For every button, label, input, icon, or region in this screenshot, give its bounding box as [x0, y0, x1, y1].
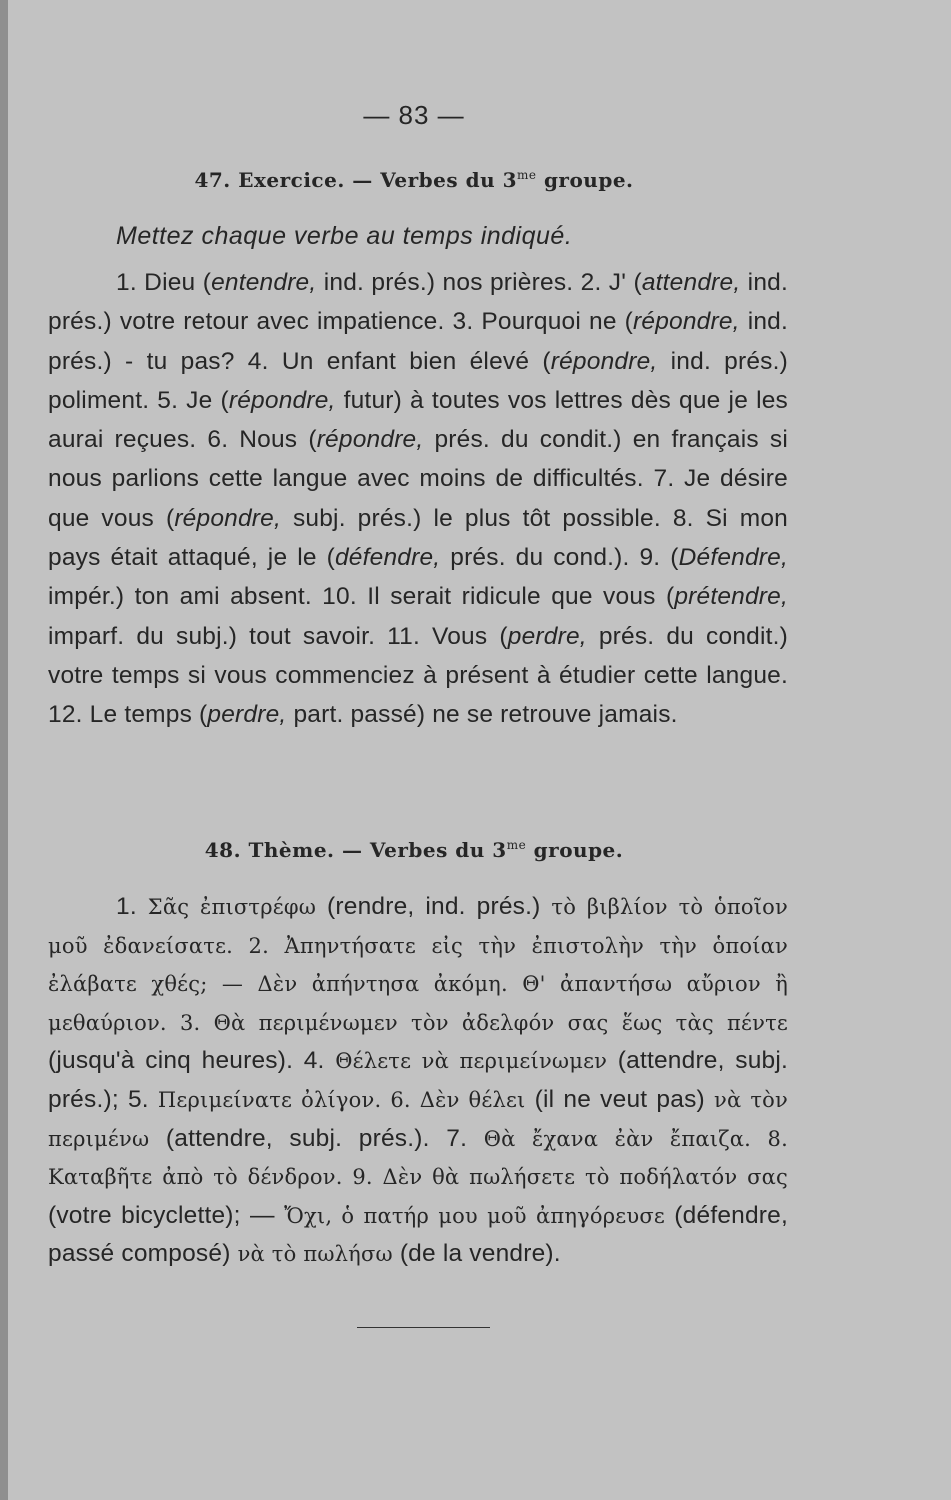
- ex47-part: ind. prés.) votre retour avec impatience. 3. Pourquoi ne (: [48, 269, 788, 336]
- ex47-part: prés. du cond.). 9. (: [440, 544, 679, 572]
- th48-part: (rendre, ind. prés.): [316, 893, 552, 920]
- ex47-part: imparf. du subj.) tout savoir. 11. Vous (: [48, 622, 508, 650]
- th48-greek: νὰ τὸ πωλήσω: [237, 1242, 393, 1267]
- ex47-part: impér.) ton ami absent. 10. Il serait ridicule que vous (: [48, 583, 675, 611]
- exercise-47-title-sup: me: [517, 168, 537, 182]
- exercise-47-text: [48, 263, 788, 735]
- th48-greek: Σᾶς ἐπιστρέφω: [147, 895, 317, 919]
- ex47-part: prés. du condit.) en français si nous parlions cette langue avec moins de difficultés. 7. Je désire que vous (: [48, 426, 789, 532]
- ex47-verb: perdre,: [507, 622, 587, 650]
- ex47-verb: entendre,: [211, 269, 317, 296]
- ex47-part: ind. prés.) - tu pas? 4. Un enfant bien élevé (: [48, 308, 788, 375]
- ex47-verb: Défendre,: [678, 544, 788, 572]
- exercise-47-title: 47. Exercice. — Verbes du 3: [194, 168, 517, 192]
- page-left-edge: [0, 0, 8, 1500]
- exercise-47-instruction: Mettez chaque verbe au temps indiqué.: [116, 222, 573, 250]
- ex47-verb: défendre,: [334, 544, 441, 572]
- ex47-part: ind. prés.) nos prières. 2. J' (: [316, 269, 642, 296]
- theme-48-heading: [0, 838, 828, 862]
- th48-greek: Θὰ ἔχανα ἐὰν ἔπαιζα. 8. Καταβῆτε ἀπὸ τὸ δένδρον. 9. Δὲν θὰ πωλήσετε τὸ ποδήλατόν σας: [48, 1126, 788, 1190]
- th48-greek: Θέλετε νὰ περιμείνωμεν: [335, 1049, 608, 1074]
- ex47-verb: répondre,: [174, 504, 281, 532]
- ex47-verb: répondre,: [550, 347, 658, 375]
- th48-greek: Ὄχι, ὁ πατήρ μου μοῦ ἀπηγόρευσε: [284, 1203, 665, 1228]
- exercise-47-title-end: groupe.: [536, 168, 634, 192]
- closing-rule: [357, 1327, 490, 1328]
- ex47-part: prés. du condit.) votre temps si vous commenciez à présent à étudier cette langue. 12. Le temps (: [48, 622, 788, 729]
- th48-part: (défendre, passé composé): [48, 1201, 788, 1268]
- th48-part: (jusqu'à cinq heures). 4.: [48, 1047, 336, 1075]
- ex47-part: subj. prés.) le plus tôt possible. 8. Si mon pays était attaqué, je le (: [48, 504, 789, 572]
- theme-48-text: [48, 888, 788, 1274]
- page-number: — 83 —: [363, 100, 465, 130]
- th48-greek: νὰ τὸν περιμένω: [48, 1087, 788, 1151]
- th48-part: (votre bicyclette); —: [48, 1201, 285, 1229]
- th48-part: (attendre, subj. prés.). 7.: [149, 1124, 484, 1152]
- exercise-47-heading: [0, 168, 828, 192]
- ex47-verb: répondre,: [633, 308, 740, 336]
- theme-48-title: 48. Thème. — Verbes du 3: [204, 838, 507, 862]
- ex47-part: part. passé) ne se retrouve jamais.: [286, 701, 678, 729]
- ex47-part: ind. prés.) poliment. 5. Je (: [48, 347, 788, 414]
- ex47-verb: attendre,: [641, 269, 741, 296]
- ex47-verb: répondre,: [316, 426, 424, 454]
- ex47-verb: perdre,: [207, 701, 287, 729]
- ex47-part: 1. Dieu (: [116, 269, 212, 296]
- ex47-verb: prétendre,: [674, 583, 788, 611]
- th48-part: (de la vendre).: [392, 1240, 561, 1268]
- th48-greek: Περιμείνατε ὀλίγον. 6. Δὲν θέλει: [157, 1087, 526, 1112]
- theme-48-title-sup: me: [506, 838, 527, 852]
- th48-part: 1.: [116, 893, 148, 920]
- ex47-part: futur) à toutes vos lettres dès que je les aurai reçues. 6. Nous (: [48, 386, 789, 454]
- th48-greek: τὸ βιβλίον τὸ ὁποῖον μοῦ ἐδανείσατε. 2. Ἀπηντήσατε εἰς τὴν ἐπιστολὴν τὴν ὁποίαν ἐλάβατε χθές; — Δὲν ἀπήντησα ἀκόμη. Θ' ἀπαντήσω αὔριον ἢ μεθαύριον. 3. Θὰ περιμένωμεν τὸν ἀδελφόν σας ἕως τὰς πέντε: [48, 895, 788, 1035]
- th48-part: (il ne veut pas): [525, 1085, 715, 1113]
- ex47-verb: répondre,: [228, 386, 336, 414]
- theme-48-title-end: groupe.: [526, 838, 624, 862]
- th48-part: (attendre, subj. prés.); 5.: [48, 1047, 789, 1113]
